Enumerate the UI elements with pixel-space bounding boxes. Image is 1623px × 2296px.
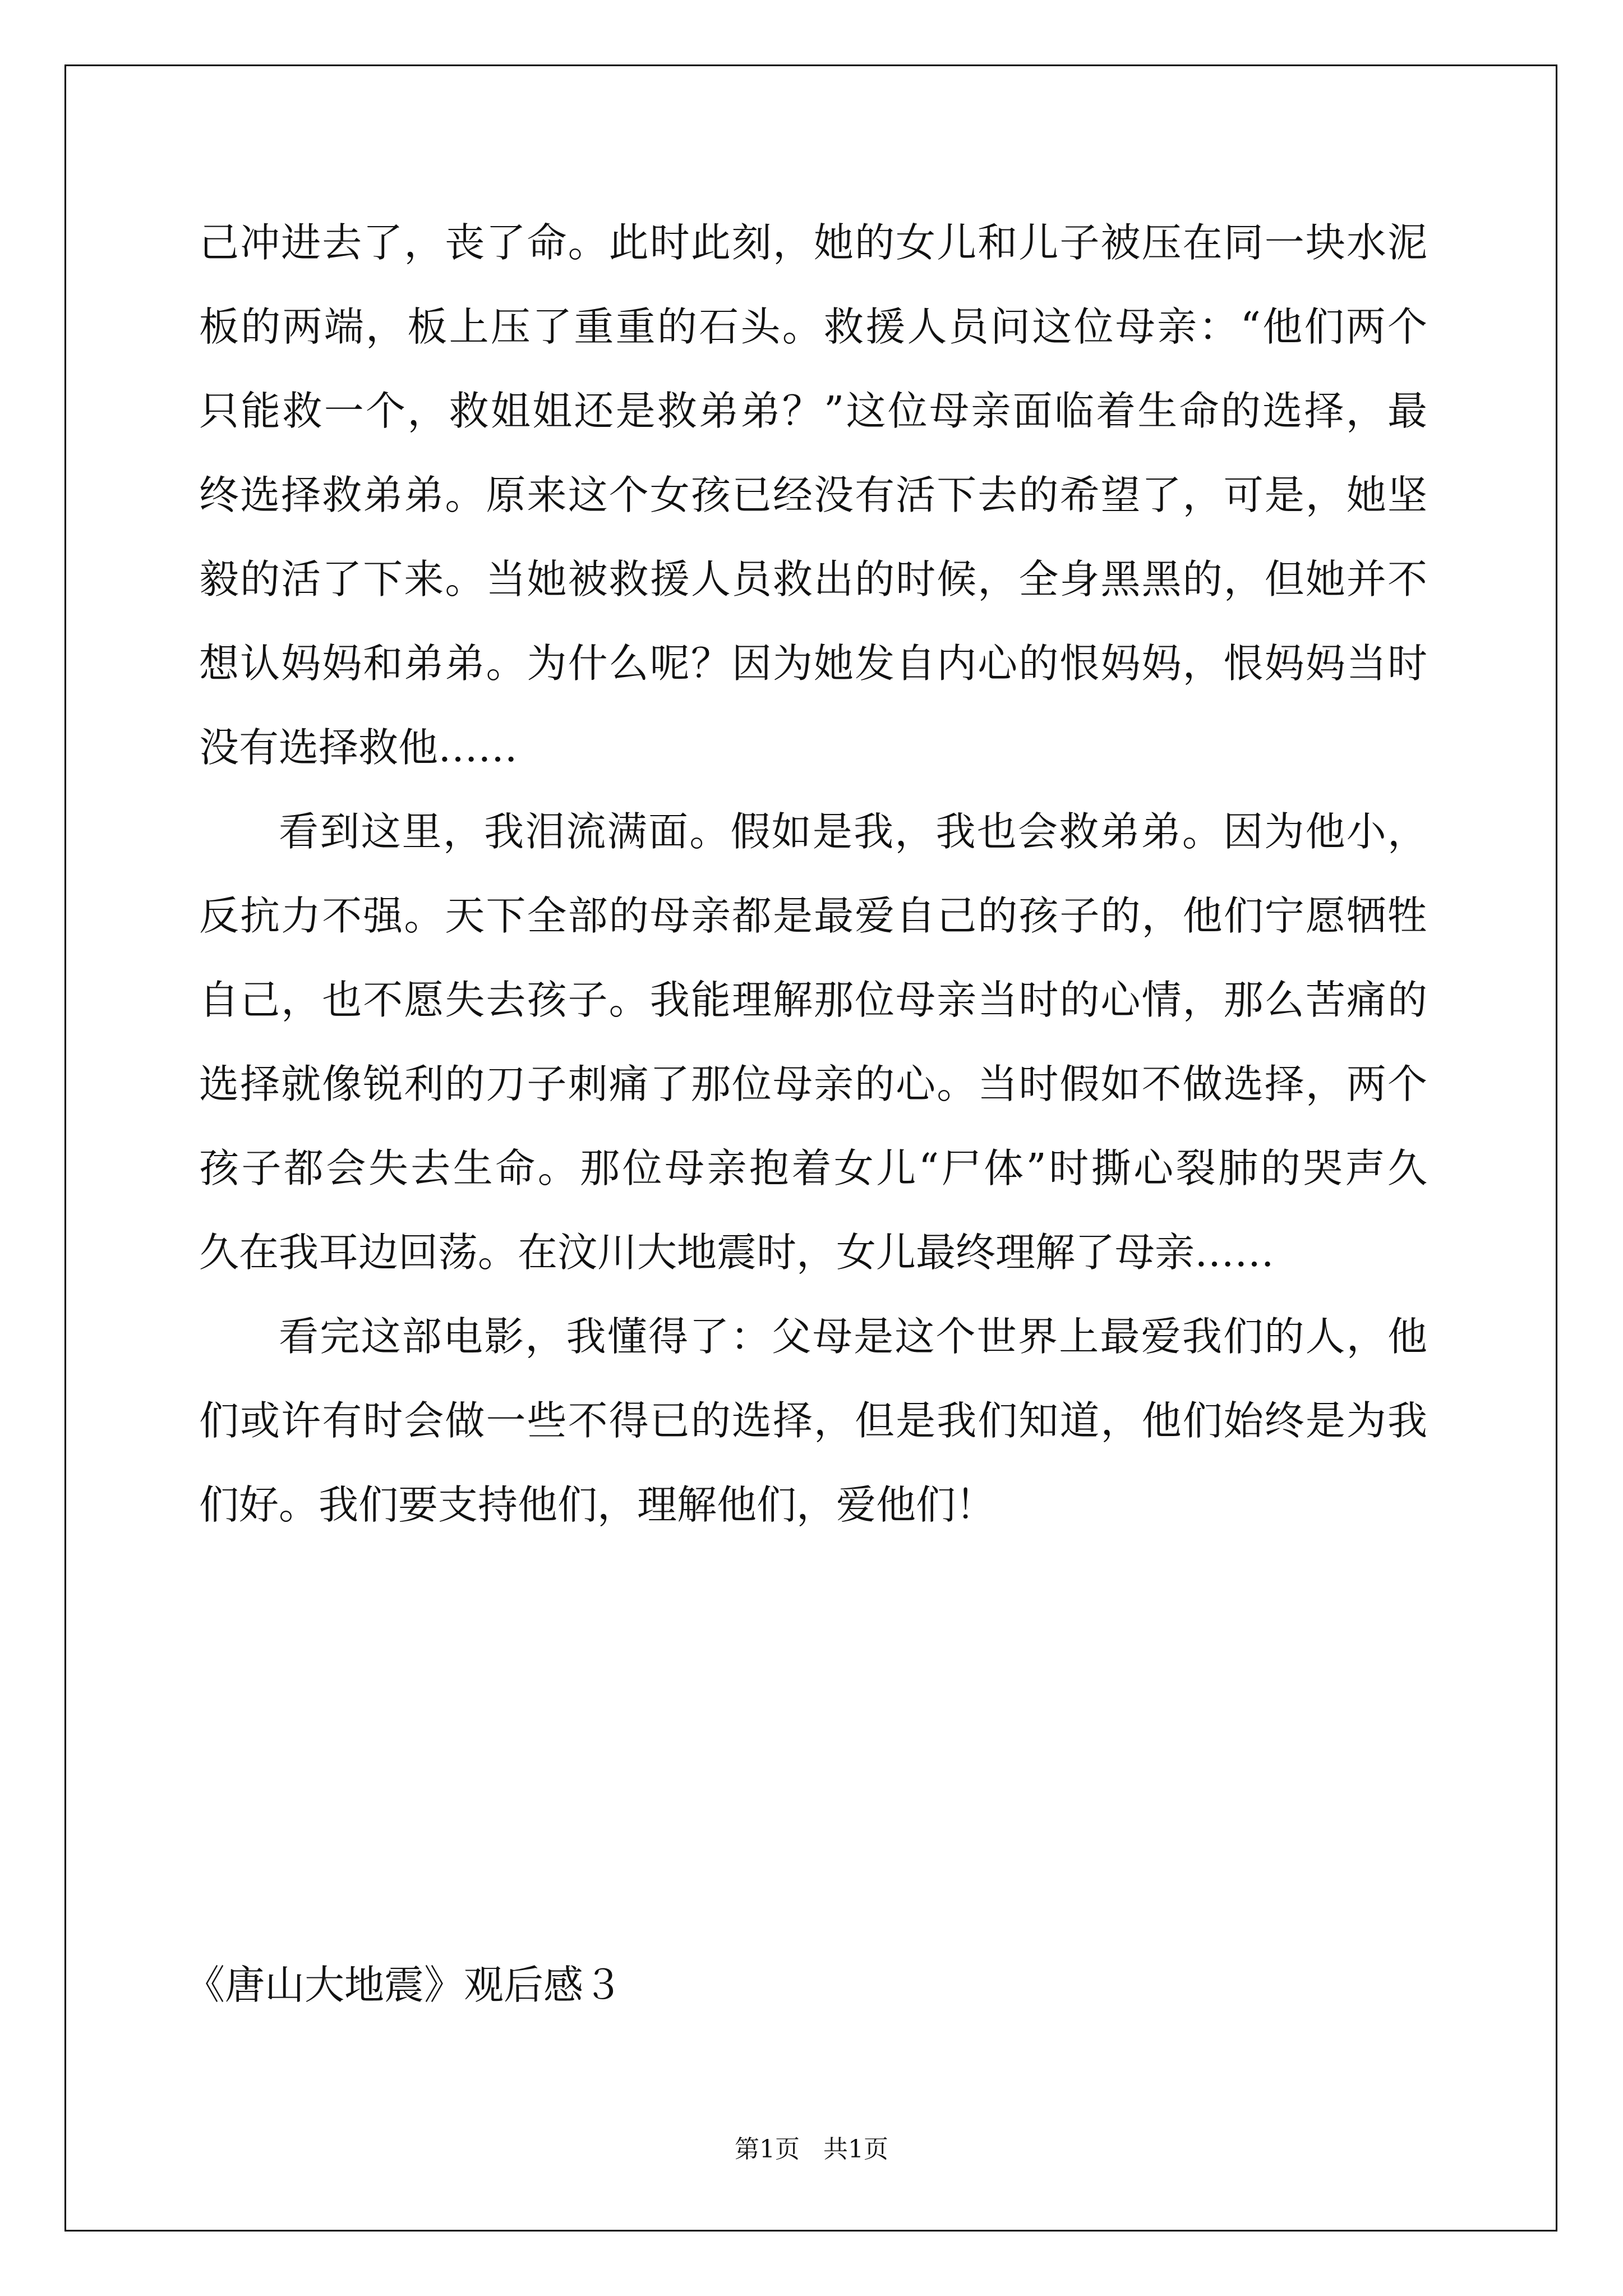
paragraph-line: 反抗力不强。天下全部的母亲都是最爱自己的孩子的，他们宁愿牺牲 [199, 892, 1427, 939]
paragraph-line: 孩子都会失去生命。那位母亲抱着女儿“尸体”时撕心裂肺的哭声久 [199, 1145, 1427, 1191]
paragraph-2 [199, 790, 1427, 1295]
paragraph-line: 选择就像锐利的刀子刺痛了那位母亲的心。当时假如不做选择，两个 [199, 1061, 1427, 1107]
paragraph-line: 自己，也不愿失去孩子。我能理解那位母亲当时的心情，那么苦痛的 [199, 977, 1427, 1023]
paragraph-line: 看完这部电影，我懂得了：父母是这个世界上最爱我们的人，他 [279, 1313, 1427, 1360]
paragraph-line: 久在我耳边回荡。在汶川大地震时，女儿最终理解了母亲…… [199, 1229, 1275, 1276]
paragraph-line: 板的两端，板上压了重重的石头。救援人员问这位母亲：“他们两个 [199, 303, 1427, 350]
paragraph-line: 看到这里，我泪流满面。假如是我，我也会救弟弟。因为他小， [279, 808, 1427, 855]
paragraph-3 [199, 1295, 1427, 1547]
paragraph-line: 想认妈妈和弟弟。为什么呢？因为她发自内心的恨妈妈，恨妈妈当时 [199, 640, 1427, 687]
paragraph-line: 终选择救弟弟。原来这个女孩已经没有活下去的希望了，可是，她坚 [199, 472, 1427, 518]
paragraph-line: 己冲进去了，丧了命。此时此刻，她的女儿和儿子被压在同一块水泥 [199, 219, 1427, 266]
paragraph-1 [199, 201, 1427, 790]
paragraph-line: 只能救一个，救姐姐还是救弟弟？”这位母亲面临着生命的选择，最 [199, 388, 1427, 434]
paragraph-line: 没有选择救他…… [199, 724, 518, 771]
section-heading: 《唐山大地震》观后感３ [185, 1962, 624, 2008]
body-text [199, 201, 1427, 1547]
paragraph-line: 毅的活了下来。当她被救援人员救出的时候，全身黑黑的，但她并不 [199, 556, 1427, 602]
page-footer: 第1页 共1页 [735, 2135, 888, 2164]
paragraph-line: 们好。我们要支持他们，理解他们，爱他们！ [199, 1481, 996, 1528]
paragraph-line: 们或许有时会做一些不得已的选择，但是我们知道，他们始终是为我 [199, 1397, 1427, 1444]
